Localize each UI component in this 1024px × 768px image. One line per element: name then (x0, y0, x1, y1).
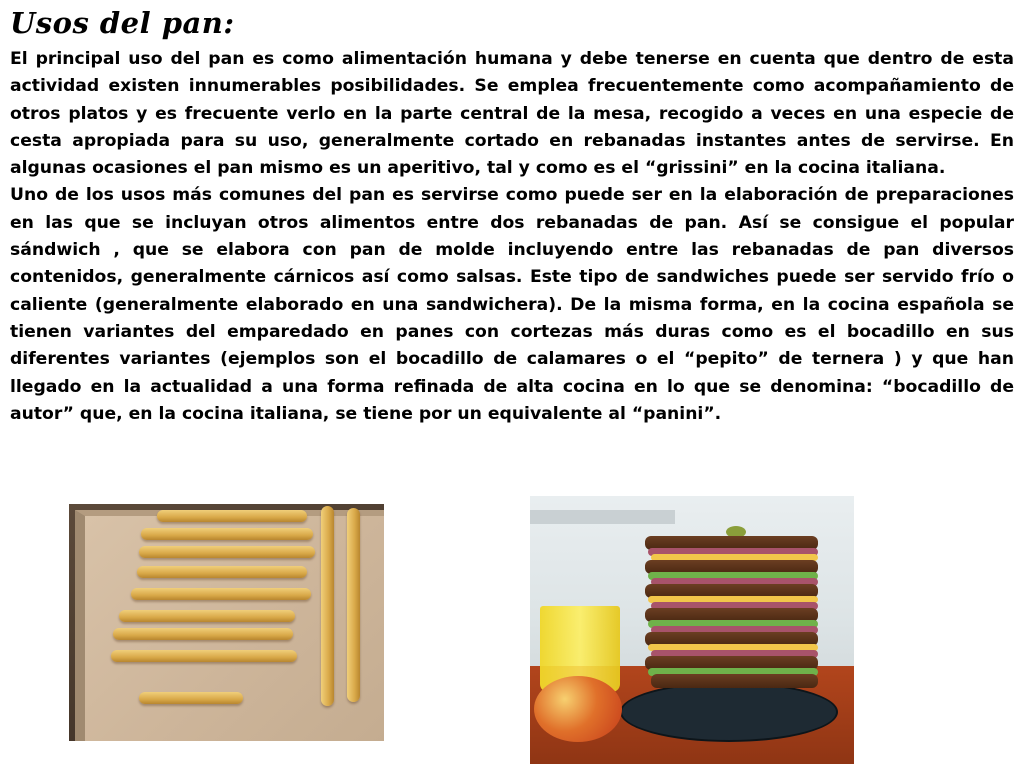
breadstick (157, 510, 307, 522)
baking-tray (75, 510, 384, 741)
breadstick (139, 546, 315, 558)
breadstick (119, 610, 295, 622)
breadstick (113, 628, 293, 640)
breadstick (137, 566, 307, 578)
paragraph-sandwich: Uno de los usos más comunes del pan es servirse como puede ser en la elaboración de preparaciones en las que se incluyan otros alimentos entre dos rebanadas de pan. Así se consigue el popular sándwich , que se elabora con pan de molde incluyendo entre las rebanadas de pan diversos contenidos, generalmente cárnicos así como salsas. Este tipo de sandwiches puede ser servido frío o caliente (generalmente elaborado en una sandwichera). De la misma forma, en la cocina española se tienen variantes del emparedado en panes con cortezas más duras como es el bocadillo en sus diferentes variantes (ejemplos son el bocadillo de calamares o el “pepito” de ternera ) y que han llegado en la actualidad a una forma refinada de alta cocina en lo que se denomina: “bocadillo de autor” que, en la cocina italiana, se tiene por un equivalente al “panini”. (10, 185, 1014, 424)
breadstick (139, 692, 243, 704)
breadstick (111, 650, 297, 662)
paragraph-uses-of-bread: El principal uso del pan es como alimentación humana y debe tenerse en cuenta que dentro de esta actividad existen innumerables posibilidades. Se emplea frecuentemente como acompañamiento de otros platos y es frecuente verlo en la parte central de la mesa, recogido a veces en una especie de cesta apropiada para su uso, generalmente cortado en rebanadas instantes antes de servirse. En algunas ocasiones el pan mismo es un aperitivo, tal y como es el “grissini” en la cocina italiana. (10, 49, 1014, 179)
breadstick (141, 528, 313, 540)
grissini-photo (69, 504, 384, 741)
wall-shelf (530, 510, 675, 524)
sandwich-photo (530, 496, 854, 764)
breadstick (321, 506, 334, 706)
apple (534, 676, 622, 742)
body-text (10, 46, 1014, 428)
breadstick (347, 508, 360, 702)
breadstick (131, 588, 311, 600)
slide-title: Usos del pan: (10, 6, 235, 40)
bread-slice (651, 674, 818, 688)
plate (620, 682, 838, 742)
